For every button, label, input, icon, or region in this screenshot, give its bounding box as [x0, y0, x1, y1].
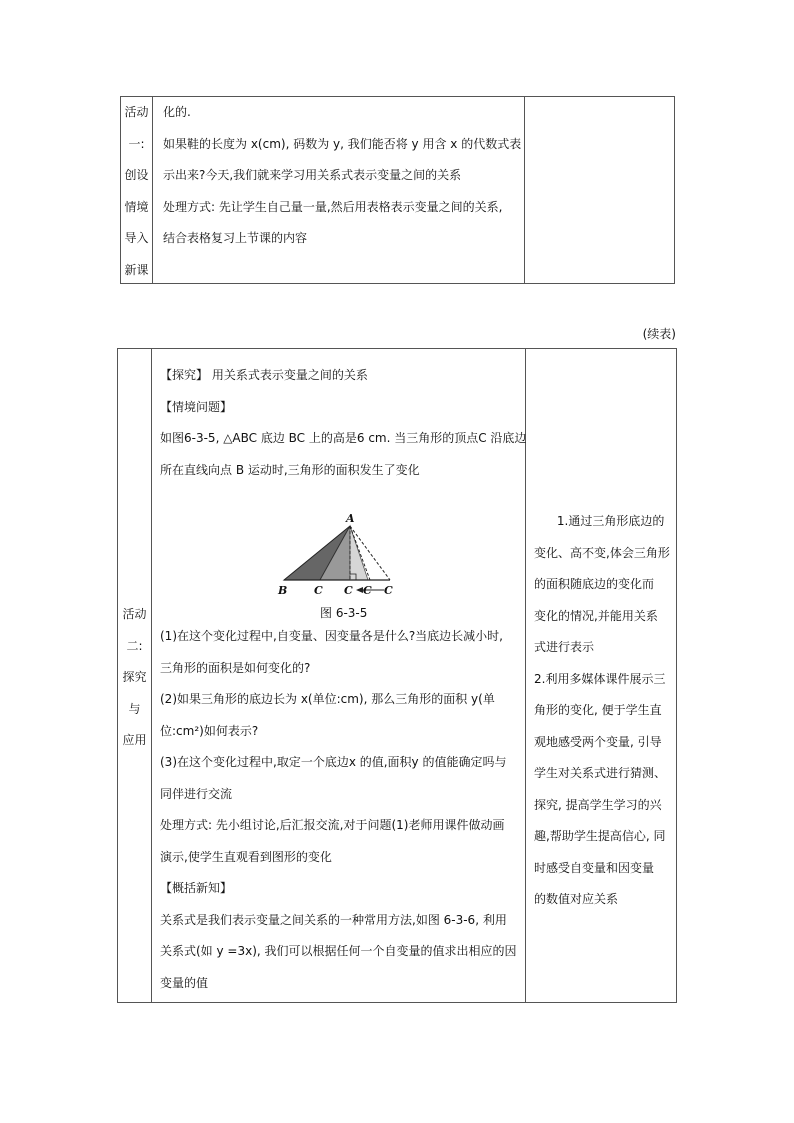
label-char: 应用	[122, 733, 147, 747]
note-line: 的数值对应关系	[534, 892, 619, 906]
question-line: 位:cm²)如何表示?	[160, 723, 259, 738]
text-line: 所在直线向点 B 运动时,三角形的面积发生了变化	[160, 462, 420, 477]
heading-explore: 【探究】 用关系式表示变量之间的关系	[160, 368, 368, 382]
note-line: 2.利用多媒体课件展示三	[534, 671, 666, 686]
text-line: 示出来?今天,我们就来学习用关系式表示变量之间的关系	[163, 168, 462, 182]
point-label-a: A	[346, 512, 355, 525]
continued-label: (续表)	[642, 327, 676, 341]
question-line: (1)在这个变化过程中,自变量、因变量各是什么?当底边长减小时,	[160, 629, 503, 643]
text-line: 演示,使学生直观看到图形的变化	[160, 849, 332, 864]
note-line: 学生对关系式进行猜测、	[534, 766, 667, 780]
heading-summary: 【概括新知】	[160, 881, 233, 895]
question-line: (2)如果三角形的底边长为 x(单位:cm), 那么三角形的面积 y(单	[160, 692, 495, 706]
activity-label	[118, 599, 151, 1002]
column-divider	[151, 349, 152, 1002]
note-line: 变化、高不变,体会三角形	[534, 545, 670, 560]
question-line: (3)在这个变化过程中,取定一个底边x 的值,面积y 的值能确定吗与	[160, 755, 507, 769]
label-char: 活动	[122, 607, 147, 621]
point-label-c: C	[384, 584, 393, 597]
text-line: 处理方式: 先小组讨论,后汇报交流,对于问题(1)老师用课件做动画	[160, 818, 505, 832]
figure-6-3-5	[160, 486, 520, 621]
point-label-b: B	[278, 584, 288, 597]
note-line: 式进行表示	[534, 640, 595, 654]
text-line: 如果鞋的长度为 x(cm), 码数为 y, 我们能否将 y 用含 x 的代数式表	[163, 136, 522, 151]
question-line: 三角形的面积是如何变化的?	[160, 660, 311, 675]
figure-caption: 图 6-3-5	[320, 606, 368, 620]
triangle-diagram	[160, 486, 520, 596]
note-line: 时感受自变量和因变量	[534, 860, 655, 875]
question-line: 同伴进行交流	[160, 786, 233, 801]
point-label-c: C	[344, 584, 353, 597]
text-line: 化的.	[163, 105, 191, 119]
column-divider	[524, 97, 525, 283]
label-char: 活动	[124, 105, 149, 119]
text-line: 关系式(如 y =3x), 我们可以根据任何一个自变量的值求出相应的因	[160, 944, 517, 958]
label-char: 导入	[124, 231, 149, 245]
column-divider	[152, 97, 153, 283]
activity-content	[160, 360, 526, 999]
activity-label	[121, 97, 152, 283]
design-notes	[534, 506, 670, 916]
arrow-head	[356, 587, 363, 593]
text-line: 处理方式: 先让学生自己量一量,然后用表格表示变量之间的关系,	[163, 199, 503, 214]
text-line: 结合表格复习上节课的内容	[163, 231, 308, 245]
label-char: 一:	[128, 136, 145, 151]
note-line: 角形的变化, 便于学生直	[534, 703, 662, 717]
note-line: 观地感受两个变量, 引导	[534, 734, 662, 749]
table-activity-one	[120, 96, 675, 284]
label-char: 二:	[126, 638, 143, 653]
light-triangle	[350, 526, 368, 580]
text-line: 如图6-3-5, △ABC 底边 BC 上的高是6 cm. 当三角形的顶点C 沿底边	[160, 431, 527, 445]
heading-situation: 【情境问题】	[160, 399, 233, 414]
text-line: 关系式是我们表示变量之间关系的一种常用方法,如图 6-3-6, 利用	[160, 912, 507, 927]
activity-content	[163, 97, 521, 255]
point-label-c: C	[363, 584, 372, 597]
label-char: 新课	[124, 262, 149, 277]
label-char: 与	[128, 701, 141, 716]
point-label-c: C	[314, 584, 323, 597]
table-activity-two	[117, 348, 677, 1003]
note-line: 探究, 提高学生学习的兴	[534, 797, 662, 812]
label-char: 情境	[124, 199, 149, 214]
note-line: 趣,帮助学生提高信心, 同	[534, 829, 666, 843]
label-char: 创设	[124, 168, 149, 182]
text-line: 变量的值	[160, 975, 209, 990]
note-line: 1.通过三角形底边的	[534, 514, 665, 528]
note-line: 的面积随底边的变化而	[534, 577, 655, 591]
label-char: 探究	[122, 670, 147, 684]
note-line: 变化的情况,并能用关系	[534, 608, 658, 623]
